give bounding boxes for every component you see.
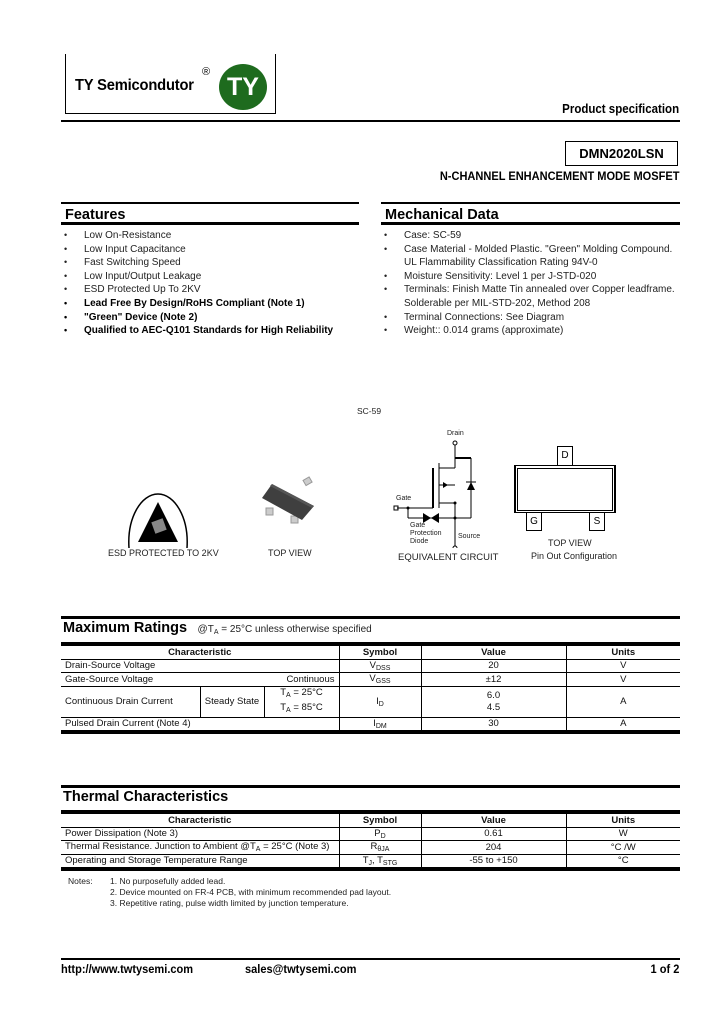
table-row: Thermal Resistance. Junction to Ambient $@T_A = 25^\circ C$ (Note 3) $R_{\theta JA}$ 204 °C /W [61,841,680,855]
page-number: 1 of 2 [650,962,679,976]
col-characteristic: Characteristic [61,646,339,660]
feature-item: • Low Input/Output Leakage [61,270,359,284]
feature-item: • Fast Switching Speed [61,256,359,270]
pinout-label: Pin Out Configuration [531,551,618,561]
col-symbol: Symbol [339,646,421,660]
circuit-label: EQUIVALENT CIRCUIT [398,552,499,563]
doc-type: Product specification [562,102,679,116]
mechanical-item: • Weight:: 0.014 grams (approximate) [381,324,680,338]
table-row: Pulsed Drain Current (Note 4) $I_{DM}$ 30 A [61,717,680,731]
gate-protection-diode-label: Gate Protection Diode [410,522,442,545]
pin-drain: D [557,446,573,466]
feature-item: • ESD Protected Up To 2KV [61,283,359,297]
max-ratings-header [61,616,680,639]
feature-item: • Low Input Capacitance [61,243,359,257]
pinout-top-view-label: TOP VIEW [548,538,592,548]
top-view-label: TOP VIEW [268,548,312,558]
company-name: TY Semicondutor [75,77,194,94]
company-logo: TY [219,64,267,110]
mechanical-item: • Terminals: Finish Matte Tin annealed over Copper leadframe. Solderable per MIL-STD-202, Method 208 [381,283,680,310]
registered-mark: ® [202,66,211,78]
mechanical-item: • Moisture Sensitivity: Level 1 per J-STD-020 [381,270,680,284]
esd-label: ESD PROTECTED TO 2KV [108,548,219,558]
table-row: Gate-Source Voltage Continuous $V_{GSS}$ ±12 V [61,673,680,687]
max-ratings-title: Maximum Ratings [63,620,188,636]
package-outline [514,465,616,513]
drain-label: Drain [447,430,464,437]
esd-warning-icon [125,490,191,548]
features-title: Features [61,202,359,225]
footer-divider [61,958,680,960]
table-row: Operating and Storage Temperature Range $T_J$, $T_{STG}$ -55 to +150 °C [61,854,680,868]
mechanical-section [381,202,680,338]
part-number: DMN2020LSN [565,141,678,166]
feature-item: • Lead Free By Design/RoHS Compliant (Note 1) [61,297,359,311]
col-value: Value [421,646,566,660]
device-subtitle: N-CHANNEL ENHANCEMENT MODE MOSFET [439,169,679,183]
features-section [61,202,359,338]
mechanical-item: • Case: SC-59 [381,229,680,243]
col-characteristic: Characteristic [61,814,339,828]
package-image [258,476,328,526]
feature-item: • Qualified to AEC-Q101 Standards for High Reliability [61,324,359,338]
thermal-title: Thermal Characteristics [63,789,229,805]
source-label: Source [458,533,481,540]
thermal-header [61,785,680,807]
note-item: 1. No purposefully added lead. [110,876,226,886]
package-label: SC-59 [357,406,382,416]
col-units: Units [566,814,680,828]
table-row: Continuous Drain Current Steady State $T_A = 25^\circ C$ $T_A = 85^\circ C$ $I_D$ 6.0 4.5 A [61,686,680,717]
note-item: 2. Device mounted on FR-4 PCB, with minimum recommended pad layout. [110,887,392,897]
col-value: Value [421,814,566,828]
header-divider [61,120,680,122]
max-ratings-table [61,645,680,731]
thermal-table-wrap [61,810,680,871]
feature-item: • Low On-Resistance [61,229,359,243]
feature-item: • "Green" Device (Note 2) [61,311,359,325]
mechanical-list [381,229,680,338]
mechanical-title: Mechanical Data [381,202,680,225]
col-symbol: Symbol [339,814,421,828]
mechanical-item: • Terminal Connections: See Diagram [381,311,680,325]
features-list [61,229,359,338]
note-item: 3. Repetitive rating, pulse width limited by junction temperature. [110,898,349,908]
thermal-table [61,813,680,868]
table-row: Power Dissipation (Note 3) $P_D$ 0.61 W [61,827,680,841]
pin-gate: G [526,512,542,531]
mechanical-item: • Case Material - Molded Plastic. "Green" Molding Compound. UL Flammability Classification Rating 94V-0 [381,243,680,270]
max-ratings-condition: $@T_A = 25^\circ C$ unless otherwise specified [197,624,372,636]
col-units: Units [566,646,680,660]
table-row: Drain-Source Voltage $V_{DSS}$ 20 V [61,659,680,673]
email-link[interactable]: sales@twtysemi.com [245,962,357,976]
website-link[interactable]: http://www.twtysemi.com [61,962,194,976]
pin-source: S [589,512,605,531]
notes-label: Notes: [68,876,93,886]
max-ratings-table-wrap [61,642,680,734]
notes-list [110,876,391,909]
gate-label: Gate [396,495,412,502]
